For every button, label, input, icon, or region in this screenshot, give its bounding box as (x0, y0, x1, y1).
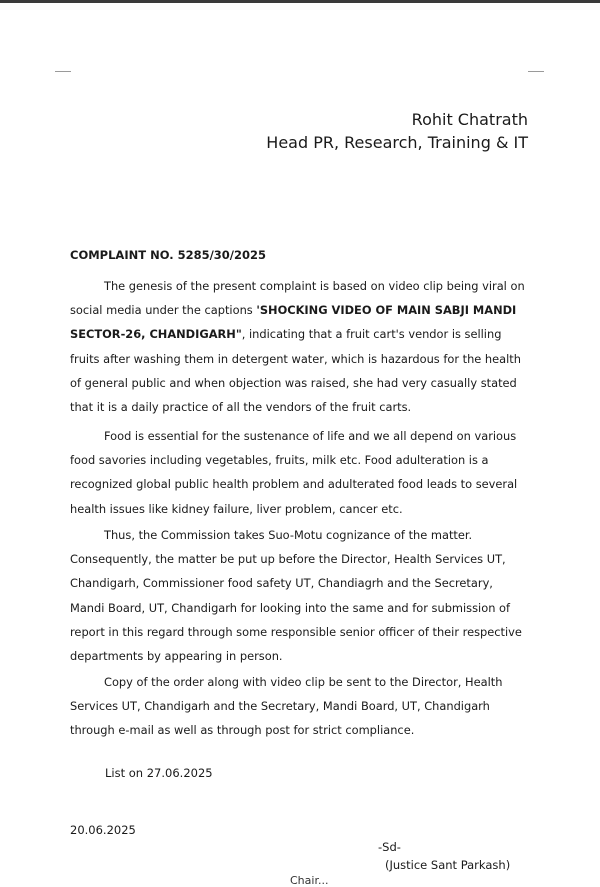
header-mark-right (528, 71, 544, 72)
top-border-line (0, 0, 600, 3)
attribution-block (266, 108, 528, 154)
paragraph-food-text: Food is essential for the sustenance of life and we all depend on various food savories including vegetables, fruits, milk etc. Food adulteration is a recognized global public health problem and adulterated food leads to several health issues like kidney failure, liver problem, cancer etc. (70, 429, 518, 516)
paragraph-cognizance (70, 523, 530, 668)
paragraph-copy-order-text: Copy of the order along with video clip be sent to the Director, Health Services UT, Chandigarh and the Secretary, Mandi Board, UT, Chandigarh through e-mail as well as through post for strict compliance. (70, 675, 503, 738)
signatory-name: (Justice Sant Parkash) (385, 858, 511, 872)
paragraph-copy-order (70, 670, 530, 743)
attribution-role: Head PR, Research, Training & IT (266, 133, 528, 152)
listing-date: List on 27.06.2025 (105, 766, 213, 780)
paragraph-cognizance-text: Thus, the Commission takes Suo-Motu cognizance of the matter. Consequently, the matter be put up before the Director, Health Services UT, Chandigarh, Commissioner food safety UT, Chandiagrh and the Secretary, Mandi Board, UT, Chandigarh for looking into the same and for submission of report in this regard through some responsible senior officer of their respective departments by appearing in person. (70, 528, 522, 664)
cutoff-designation: Chair... (290, 874, 329, 887)
paragraph-food (70, 424, 530, 521)
order-date: 20.06.2025 (70, 823, 136, 837)
paragraph-genesis-intro: The genesis of the present complaint is based on video clip being viral on social media under the captions (70, 279, 525, 318)
attribution-name: Rohit Chatrath (411, 110, 528, 129)
video-caption: 'SHOCKING VIDEO OF MAIN SABJI MANDI SECTOR-26, CHANDIGARH" (70, 303, 517, 342)
paragraph-genesis (70, 274, 530, 419)
complaint-number: COMPLAINT NO. 5285/30/2025 (70, 248, 267, 262)
paragraph-genesis-rest: , indicating that a fruit cart's vendor is selling fruits after washing them in detergent water, which is hazardous for the health of general public and when objection was raised, she had very casually stated that it is a daily practice of all the vendors of the fruit carts. (70, 327, 521, 415)
signed-mark: -Sd- (378, 840, 401, 854)
header-mark-left (55, 71, 71, 72)
